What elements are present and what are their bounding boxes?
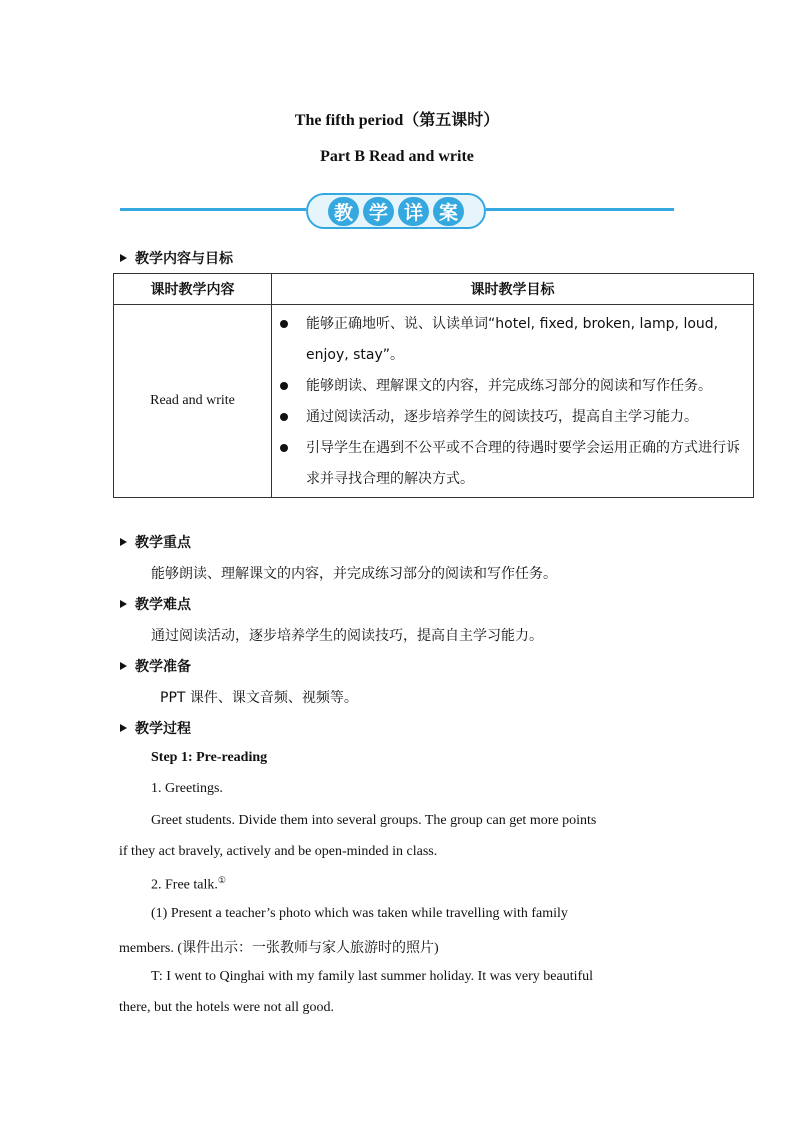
teacher-line-2: there, but the hotels were not all good. [119,1000,334,1015]
greet-line-1: Greet students. Divide them into several groups. The group can get more points [151,813,597,828]
triangle-bullet-icon [120,724,127,732]
present-line-2: members. (课件出示：一张教师与家人旅游时的照片) [119,941,439,956]
banner-line-left [120,208,306,211]
section-heading-key-points: 教学重点 [120,532,191,552]
goal-item: 能够朗读、理解课文的内容，并完成练习部分的阅读和写作任务。 [280,371,747,402]
bullet-dot-icon [280,320,288,328]
table-header-row [114,274,754,305]
goal-item: 通过阅读活动，逐步培养学生的阅读技巧，提高自主学习能力。 [280,402,747,433]
table-header-content: 课时教学内容 [114,274,272,305]
triangle-bullet-icon [120,600,127,608]
triangle-bullet-icon [120,662,127,670]
section-heading-content-goals: 教学内容与目标 [120,248,233,268]
key-points-text: 能够朗读、理解课文的内容，并完成练习部分的阅读和写作任务。 [151,566,557,582]
free-talk-item: 2. Free talk.① [151,875,226,893]
table-cell-content: Read and write [114,305,272,498]
footnote-mark: ① [217,875,226,885]
table-header-goals: 课时教学目标 [272,274,754,305]
step1-title: Step 1: Pre-reading [151,750,268,765]
banner-line-right [486,208,674,211]
page-subtitle: Part B Read and write [320,148,474,165]
banner-char: 详 [398,197,429,226]
section-heading-preparation: 教学准备 [120,656,191,676]
difficulties-text: 通过阅读活动，逐步培养学生的阅读技巧，提高自主学习能力。 [151,628,543,644]
preparation-text: PPT 课件、课文音频、视频等。 [160,690,358,706]
greet-line-2: if they act bravely, actively and be open-minded in class. [119,844,438,859]
banner-char: 案 [433,197,464,226]
bullet-dot-icon [280,413,288,421]
section-heading-process: 教学过程 [120,718,191,738]
table-cell-goals [272,305,754,498]
present-line-1: (1) Present a teacher’s photo which was taken while travelling with family [151,906,568,921]
bullet-dot-icon [280,382,288,390]
goals-table [113,273,754,498]
teacher-line-1: T: I went to Qinghai with my family last summer holiday. It was very beautiful [151,969,594,984]
banner-char: 教 [328,197,359,226]
bullet-dot-icon [280,444,288,452]
goal-item: 能够正确地听、说、认读单词“hotel, fixed, broken, lamp, loud, enjoy, stay”。 [280,309,747,371]
goal-item: 引导学生在遇到不公平或不合理的待遇时要学会运用正确的方式进行诉求并寻找合理的解决方式。 [280,433,747,495]
banner-char: 学 [363,197,394,226]
teaching-plan-banner [306,193,486,229]
page-title: The fifth period（第五课时） [294,112,500,129]
table-row [114,305,754,498]
triangle-bullet-icon [120,254,127,262]
greetings-item: 1. Greetings. [151,781,223,796]
section-heading-difficulties: 教学难点 [120,594,191,614]
triangle-bullet-icon [120,538,127,546]
